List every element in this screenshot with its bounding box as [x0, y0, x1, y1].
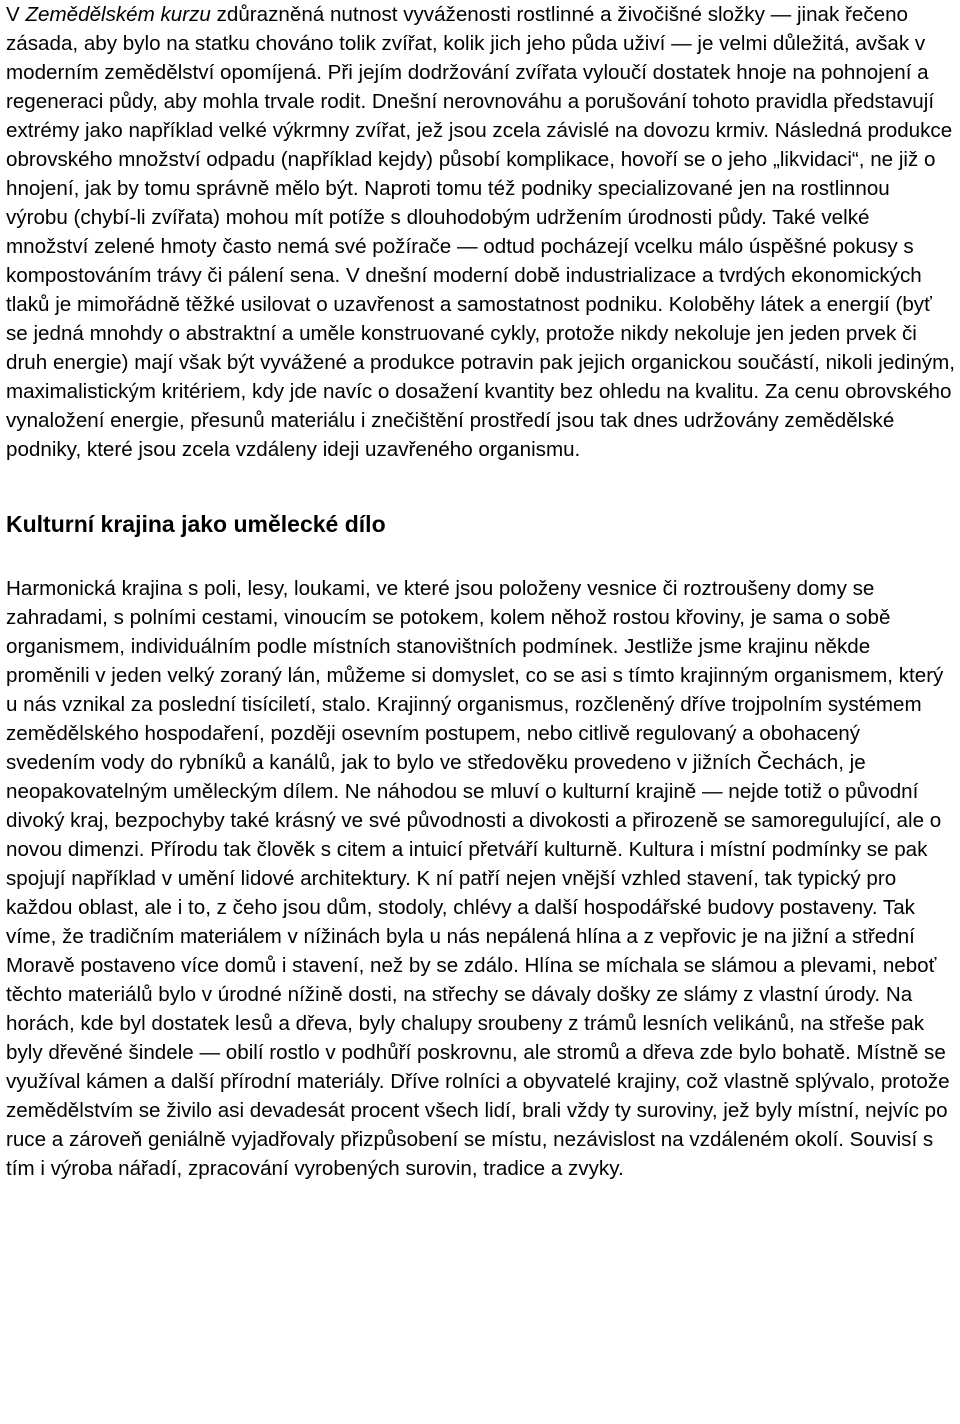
paragraph-agriculture-course: [6, 0, 955, 464]
paragraph-intro: V: [6, 3, 26, 26]
paragraph-text: zdůrazněná nutnost vyváženosti rostlinné a živočišné složky — jinak řečeno zásada, aby bylo na statku chováno tolik zvířat, kolik jich jeho půda uživí — je velmi důležitá, avšak v moderním zemědělství opomíjená. Při jejím dodržování zvířata vyloučí dostatek hnoje na pohnojení a regeneraci půdy, aby mohla trvale rodit. Dnešní nerovnováhu a porušování tohoto pravidla představují extrémy jako například velké výkrmny zvířat, jež jsou zcela závislé na dovozu krmiv. Následná produkce obrovského množství odpadu (například kejdy) působí komplikace, hovoří se o jeho „likvidaci“, ne již o hnojení, jak by tomu správně mělo být. Naproti tomu též podniky specializované jen na rostlinnou výrobu (chybí-li zvířata) mohou mít potíže s dlouhodobým udržením úrodnosti půdy. Také velké množství zelené hmoty často nemá své požírače — odtud pocházejí vcelku málo úspěšné pokusy s kompostováním trávy či pálení sena. V dnešní moderní době industrializace a tvrdých ekonomických tlaků je mimořádně těžké usilovat o uzavřenost a samostatnost podniku. Koloběhy látek a energií (byť se jedná mnohdy o abstraktní a uměle konstruované cykly, protože nikdy nekoluje jen jeden prvek či druh energie) mají však být vyvážené a produkce potravin pak jejich organickou součástí, nikoli jediným, maximalistickým kritériem, kdy jde navíc o dosažení kvantity bez ohledu na kvalitu. Za cenu obrovského vynaložení energie, přesunů materiálu i znečištění prostředí jsou tak dnes udržovány zemědělské podniky, které jsou zcela vzdáleny ideji uzavřeného organismu.: [6, 3, 955, 461]
section-heading: Kulturní krajina jako umělecké dílo: [6, 511, 386, 537]
course-name: Zemědělském kurzu: [25, 3, 211, 26]
paragraph-cultural-landscape: Harmonická krajina s poli, lesy, loukami, ve které jsou položeny vesnice či roztroušeny domy se zahradami, s polními cestami, vinoucím se potokem, kolem něhož rostou křoviny, je sama o sobě organismem, individuálním podle místních stanovištních podmínek. Jestliže jsme krajinu někde proměnili v jeden velký zoraný lán, můžeme si domyslet, co se asi s tímto krajinným organismem, který u nás vznikal za poslední tisíciletí, stalo. Krajinný organismus, rozčleněný dříve trojpolním systémem zemědělského hospodaření, později osevním postupem, nebo citlivě regulovaný a obohacený svedením vody do rybníků a kanálů, jak to bylo ve středověku provedeno v jižních Čechách, je neopakovatelným uměleckým dílem. Ne náhodou se mluví o kulturní krajině — nejde totiž o původní divoký kraj, bezpochyby také krásný ve své původnosti a divokosti a přirozeně se samoregulující, ale o novou dimenzi. Přírodu tak člověk s citem a intuicí přetváří kulturně. Kultura i místní podmínky se pak spojují například v umění lidové architektury. K ní patří nejen vnější vzhled stavení, tak typický pro každou oblast, ale i to, z čeho jsou dům, stodoly, chlévy a další hospodářské budovy postaveny. Tak víme, že tradičním materiálem v nížinách byla u nás nepálená hlína a z vepřovic je na jižní a střední Moravě postaveno více domů i stavení, než by se zdálo. Hlína se míchala se slámou a plevami, neboť těchto materiálů bylo v úrodné nížině dosti, na střechy se dávaly došky ze slámy z vlastní úrody. Na horách, kde byl dostatek lesů a dřeva, byly chalupy sroubeny z trámů lesních velikánů, na střeše pak byly dřevěné šindele — obilí rostlo v podhůří poskrovnu, ale stromů a dřeva zde bylo bohatě. Místně se využíval kámen a další přírodní materiály. Dříve rolníci a obyvatelé krajiny, což vlastně splývalo, protože zemědělstvím se živilo asi devadesát procent všech lidí, brali vždy ty suroviny, jež byly místní, nejvíc po ruce a zároveň geniálně vyjadřovaly přizpůsobení se místu, nezávislost na vzdáleném okolí. Souvisí s tím i výroba nářadí, zpracování vyrobených surovin, tradice a zvyky.: [6, 577, 950, 1180]
spacer: [6, 464, 955, 510]
spacer: [6, 539, 955, 574]
